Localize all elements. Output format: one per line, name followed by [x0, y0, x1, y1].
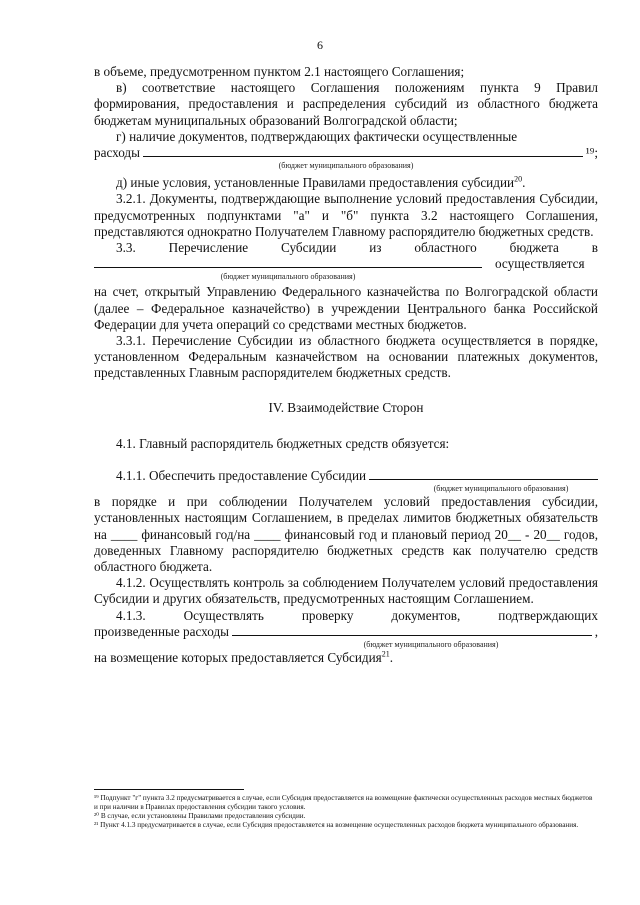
expenses-produced-label: произведенные расходы: [94, 623, 230, 639]
paragraph-l14: 4.1.2. Осуществлять контроль за соблюдением Получателем условий предоставления Субсидии и других обязательств, предусмотренных настоящим Соглашением.: [94, 575, 598, 607]
fill-in-line: [94, 256, 482, 268]
transfer-end: осуществляется: [495, 256, 585, 272]
caption-budget: (бюджет муниципального образования): [278, 161, 414, 171]
paragraph-l10: 3.3.1. Перечисление Субсидии из областного бюджета осуществляется в порядке, установленном Федеральным казначейством на основании платежных документов, представленных Главным распорядителем бюджетных средств.: [94, 333, 598, 381]
subsidy-line: [94, 468, 598, 484]
expenses-line: [94, 145, 598, 161]
fill-in-line: [143, 145, 583, 157]
paragraph-l13: в порядке и при соблюдении Получателем условий предоставления субсидии, установленных настоящим Соглашением, в пределах лимитов бюджетных обязательств на ____ финансовый год/на ____ финансовый год и плановый период 20__ - 20__ годов, доведенных Главному распорядителю бюджетных средств как получателю средств областного бюджета.: [94, 494, 598, 575]
subsidy-label: 4.1.1. Обеспечить предоставление Субсидии: [116, 468, 367, 484]
paragraph-l3: г) наличие документов, подтверждающих фактически осуществленные: [116, 128, 518, 144]
transfer-line: [94, 256, 598, 272]
expenses-produced-end: ,: [594, 623, 598, 639]
fill-in-line: [369, 468, 598, 480]
paragraph-l11: 4.1. Главный распорядитель бюджетных средств обязуется:: [116, 435, 450, 451]
expenses-end: ¹⁹;: [585, 145, 598, 161]
paragraph-l1: в объеме, предусмотренном пунктом 2.1 настоящего Соглашения;: [94, 64, 465, 79]
paragraph-l15: 4.1.3. Осуществлять проверку документов, подтверждающих: [116, 607, 598, 623]
caption-budget: (бюджет муниципального образования): [433, 484, 569, 494]
footnote-19: ¹⁹ Подпункт "г" пункта 3.2 предусматривается в случае, если Субсидия предоставляется на возмещение фактически осуществленных расходов местных бюджетов и при наличии в Правилах предоставления субсидии такого условия.: [94, 794, 593, 811]
page-number: 6: [317, 38, 323, 52]
footnote-20: ²⁰ В случае, если установлены Правилами предоставления субсидии.: [94, 812, 306, 820]
expenses-produced-line: [94, 624, 598, 640]
footnote-divider: [94, 789, 244, 790]
paragraph-l2: в) соответствие настоящего Соглашения положениям пункта 9 Правил формирования, предоставления и распределения субсидий из областного бюджета бюджетам муниципальных образований Волгоградской области;: [94, 80, 598, 128]
paragraph-l9: на счет, открытый Управлению Федерального казначейства по Волгоградской области (далее – Федеральное казначейство) в учреждении Центрального банка Российской Федерации для учета операций со средствами местных бюджетов.: [94, 284, 598, 332]
section-heading: IV. Взаимодействие Сторон: [268, 399, 424, 415]
paragraph-l6: 3.2.1. Документы, подтверждающие выполнение условий предоставления Субсидии, предусмотренных подпунктами "а" и "б" пункта 3.2 настоящего Соглашения, представляются однократно Получателем Главному распорядителю бюджетных средств.: [94, 191, 598, 239]
footnote-21: ²¹ Пункт 4.1.3 предусматривается в случае, если Субсидия предоставляется на возмещение осуществленных расходов бюджета муниципального образования.: [94, 821, 579, 829]
fill-in-line: [232, 624, 592, 636]
caption-budget: (бюджет муниципального образования): [220, 272, 356, 282]
paragraph-l5: д) иные условия, установленные Правилами предоставления субсидии$^{20}$.: [116, 174, 526, 191]
expenses-label: расходы: [94, 145, 141, 161]
footnote-ref-20: 20: [514, 174, 523, 184]
caption-budget: (бюджет муниципального образования): [363, 640, 499, 650]
paragraph-l17: на возмещение которых предоставляется Субсидия$^{21}$.: [94, 649, 394, 666]
footnotes: [94, 794, 598, 830]
footnote-ref-21: 21: [381, 649, 390, 659]
document-body: [94, 64, 598, 666]
paragraph-l7: 3.3. Перечисление Субсидии из областного бюджета в: [116, 240, 598, 256]
